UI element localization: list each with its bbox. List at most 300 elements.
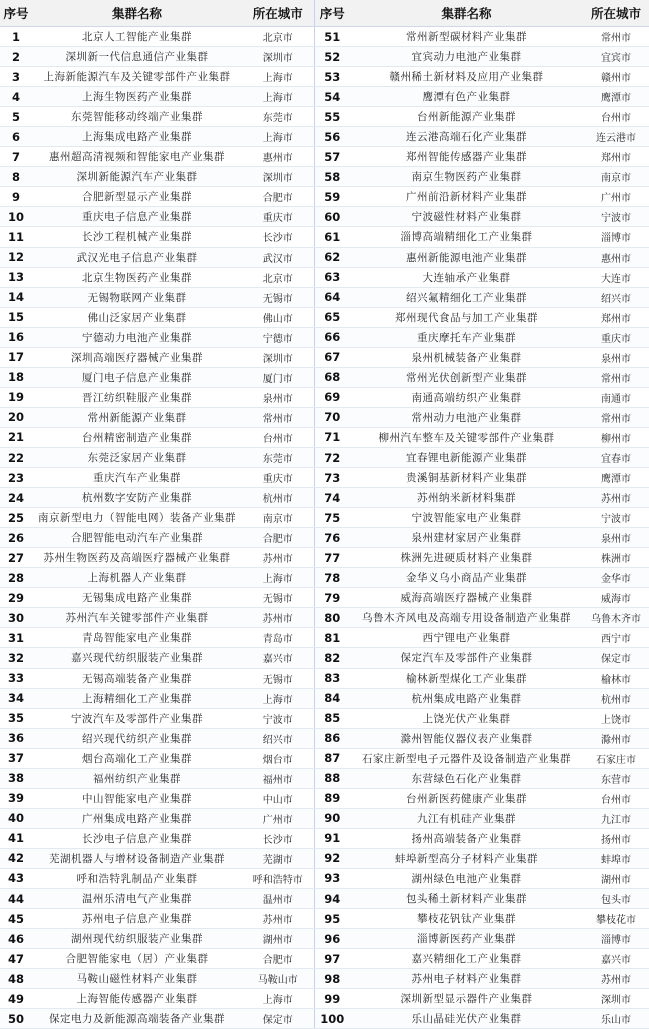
- cell-cluster-name: 重庆汽车产业集群: [32, 468, 242, 488]
- cell-city: 鹰潭市: [583, 87, 649, 107]
- cell-city: 深圳市: [242, 47, 314, 67]
- cell-no: 89: [314, 788, 350, 808]
- header-no-right: 序号: [314, 0, 350, 27]
- cell-no: 40: [0, 808, 32, 828]
- cell-cluster-name: 宁波智能家电产业集群: [350, 508, 583, 528]
- cell-no: 60: [314, 207, 350, 227]
- table-header-row: [0, 0, 649, 27]
- cell-city: 烟台市: [242, 748, 314, 768]
- cell-city: 大连市: [583, 267, 649, 287]
- cell-no: 99: [314, 989, 350, 1009]
- cell-cluster-name: 郑州智能传感器产业集群: [350, 147, 583, 167]
- cell-city: 乌鲁木齐市: [583, 608, 649, 628]
- cell-cluster-name: 北京生物医药产业集群: [32, 267, 242, 287]
- cell-city: 苏州市: [583, 969, 649, 989]
- cell-city: 惠州市: [583, 247, 649, 267]
- cell-city: 中山市: [242, 788, 314, 808]
- cell-cluster-name: 宁波磁性材料产业集群: [350, 207, 583, 227]
- cell-no: 92: [314, 848, 350, 868]
- cell-cluster-name: 无锡高端装备产业集群: [32, 668, 242, 688]
- cell-city: 杭州市: [242, 488, 314, 508]
- cell-no: 1: [0, 27, 32, 47]
- cell-city: 深圳市: [242, 167, 314, 187]
- cell-no: 25: [0, 508, 32, 528]
- cell-cluster-name: 深圳新型显示器件产业集群: [350, 989, 583, 1009]
- cell-no: 59: [314, 187, 350, 207]
- cell-city: 威海市: [583, 588, 649, 608]
- cell-cluster-name: 惠州新能源电池产业集群: [350, 247, 583, 267]
- cell-no: 26: [0, 528, 32, 548]
- cell-cluster-name: 苏州生物医药及高端医疗器械产业集群: [32, 548, 242, 568]
- cell-cluster-name: 东莞智能移动终端产业集群: [32, 107, 242, 127]
- cell-no: 14: [0, 287, 32, 307]
- cell-no: 76: [314, 528, 350, 548]
- cell-cluster-name: 南京生物医药产业集群: [350, 167, 583, 187]
- cell-city: 合肥市: [242, 528, 314, 548]
- cell-cluster-name: 保定汽车及零部件产业集群: [350, 648, 583, 668]
- cell-cluster-name: 威海高端医疗器械产业集群: [350, 588, 583, 608]
- cell-city: 宜宾市: [583, 47, 649, 67]
- cell-no: 75: [314, 508, 350, 528]
- table-row: [0, 307, 649, 327]
- header-name-left: 集群名称: [32, 0, 242, 27]
- cell-cluster-name: 保定电力及新能源高端装备产业集群: [32, 1009, 242, 1029]
- cell-no: 83: [314, 668, 350, 688]
- cell-city: 东莞市: [242, 107, 314, 127]
- cell-no: 35: [0, 708, 32, 728]
- cell-city: 合肥市: [242, 187, 314, 207]
- cell-city: 嘉兴市: [242, 648, 314, 668]
- cell-city: 保定市: [242, 1009, 314, 1029]
- cell-cluster-name: 合肥智能家电（居）产业集群: [32, 949, 242, 969]
- cell-cluster-name: 淄博高端精细化工产业集群: [350, 227, 583, 247]
- table-row: [0, 167, 649, 187]
- table-row: [0, 207, 649, 227]
- table-row: [0, 347, 649, 367]
- cell-cluster-name: 榆林新型煤化工产业集群: [350, 668, 583, 688]
- cell-cluster-name: 常州新型碳材料产业集群: [350, 27, 583, 47]
- cell-no: 96: [314, 929, 350, 949]
- cell-cluster-name: 湖州绿色电池产业集群: [350, 868, 583, 888]
- cell-city: 石家庄市: [583, 748, 649, 768]
- cell-no: 74: [314, 488, 350, 508]
- table-row: [0, 468, 649, 488]
- cell-no: 66: [314, 327, 350, 347]
- cell-cluster-name: 常州动力电池产业集群: [350, 407, 583, 427]
- cell-city: 深圳市: [583, 989, 649, 1009]
- cell-city: 绍兴市: [583, 287, 649, 307]
- table-row: [0, 688, 649, 708]
- cell-cluster-name: 上海集成电路产业集群: [32, 127, 242, 147]
- table-row: [0, 427, 649, 447]
- cell-cluster-name: 攀枝花钒钛产业集群: [350, 909, 583, 929]
- cell-cluster-name: 重庆摩托车产业集群: [350, 327, 583, 347]
- cell-city: 常州市: [242, 407, 314, 427]
- cell-city: 长沙市: [242, 227, 314, 247]
- cell-city: 无锡市: [242, 588, 314, 608]
- table-row: [0, 648, 649, 668]
- cell-city: 重庆市: [583, 327, 649, 347]
- cell-no: 15: [0, 307, 32, 327]
- cell-cluster-name: 南京新型电力（智能电网）装备产业集群: [32, 508, 242, 528]
- cell-city: 柳州市: [583, 427, 649, 447]
- table-row: [0, 949, 649, 969]
- cell-no: 38: [0, 768, 32, 788]
- table-row: [0, 608, 649, 628]
- cell-cluster-name: 马鞍山磁性材料产业集群: [32, 969, 242, 989]
- cell-cluster-name: 泉州建材家居产业集群: [350, 528, 583, 548]
- cell-city: 武汉市: [242, 247, 314, 267]
- table-row: [0, 989, 649, 1009]
- cell-no: 5: [0, 107, 32, 127]
- cell-no: 13: [0, 267, 32, 287]
- cell-city: 合肥市: [242, 949, 314, 969]
- cell-city: 乐山市: [583, 1009, 649, 1029]
- cell-city: 泉州市: [583, 528, 649, 548]
- cell-city: 宁波市: [583, 207, 649, 227]
- cell-no: 62: [314, 247, 350, 267]
- table-row: [0, 147, 649, 167]
- cell-city: 鹰潭市: [583, 468, 649, 488]
- cell-cluster-name: 重庆电子信息产业集群: [32, 207, 242, 227]
- cell-cluster-name: 宜宾动力电池产业集群: [350, 47, 583, 67]
- table-row: [0, 287, 649, 307]
- cell-no: 69: [314, 387, 350, 407]
- cell-no: 4: [0, 87, 32, 107]
- cell-cluster-name: 上海精细化工产业集群: [32, 688, 242, 708]
- cell-no: 45: [0, 909, 32, 929]
- header-name-right: 集群名称: [350, 0, 583, 27]
- cell-no: 65: [314, 307, 350, 327]
- cell-city: 惠州市: [242, 147, 314, 167]
- cell-city: 南通市: [583, 387, 649, 407]
- cell-no: 9: [0, 187, 32, 207]
- cell-no: 86: [314, 728, 350, 748]
- table-row: [0, 1009, 649, 1029]
- cell-no: 54: [314, 87, 350, 107]
- cell-no: 22: [0, 447, 32, 467]
- cell-cluster-name: 福州纺织产业集群: [32, 768, 242, 788]
- cell-no: 30: [0, 608, 32, 628]
- cell-city: 湖州市: [242, 929, 314, 949]
- cell-no: 84: [314, 688, 350, 708]
- cell-city: 杭州市: [583, 688, 649, 708]
- cell-cluster-name: 杭州集成电路产业集群: [350, 688, 583, 708]
- cell-no: 68: [314, 367, 350, 387]
- cell-cluster-name: 金华义乌小商品产业集群: [350, 568, 583, 588]
- cell-cluster-name: 绍兴氟精细化工产业集群: [350, 287, 583, 307]
- cell-cluster-name: 上海新能源汽车及关键零部件产业集群: [32, 67, 242, 87]
- cell-city: 广州市: [242, 808, 314, 828]
- cell-cluster-name: 常州新能源产业集群: [32, 407, 242, 427]
- cell-no: 20: [0, 407, 32, 427]
- table-row: [0, 27, 649, 47]
- cell-city: 苏州市: [242, 608, 314, 628]
- cell-no: 94: [314, 889, 350, 909]
- cell-city: 呼和浩特市: [242, 868, 314, 888]
- cell-cluster-name: 连云港高端石化产业集群: [350, 127, 583, 147]
- cell-city: 上海市: [242, 127, 314, 147]
- cell-cluster-name: 呼和浩特乳制品产业集群: [32, 868, 242, 888]
- cell-cluster-name: 深圳新一代信息通信产业集群: [32, 47, 242, 67]
- cell-no: 85: [314, 708, 350, 728]
- cell-no: 17: [0, 347, 32, 367]
- cell-cluster-name: 贵溪铜基新材料产业集群: [350, 468, 583, 488]
- cell-no: 8: [0, 167, 32, 187]
- table-row: [0, 47, 649, 67]
- cell-cluster-name: 合肥新型显示产业集群: [32, 187, 242, 207]
- cell-no: 58: [314, 167, 350, 187]
- cell-no: 29: [0, 588, 32, 608]
- cell-city: 包头市: [583, 889, 649, 909]
- cell-city: 苏州市: [583, 488, 649, 508]
- cell-cluster-name: 乐山晶硅光伏产业集群: [350, 1009, 583, 1029]
- cell-cluster-name: 大连轴承产业集群: [350, 267, 583, 287]
- cell-city: 宜春市: [583, 447, 649, 467]
- cell-cluster-name: 苏州电子信息产业集群: [32, 909, 242, 929]
- cell-city: 宁波市: [583, 508, 649, 528]
- cell-cluster-name: 中山智能家电产业集群: [32, 788, 242, 808]
- cell-city: 湖州市: [583, 868, 649, 888]
- table-row: [0, 407, 649, 427]
- table-row: [0, 187, 649, 207]
- cell-no: 24: [0, 488, 32, 508]
- header-city-left: 所在城市: [242, 0, 314, 27]
- cell-no: 16: [0, 327, 32, 347]
- cell-cluster-name: 芜湖机器人与增材设备制造产业集群: [32, 848, 242, 868]
- cell-cluster-name: 扬州高端装备产业集群: [350, 828, 583, 848]
- cell-city: 苏州市: [242, 548, 314, 568]
- cell-cluster-name: 烟台高端化工产业集群: [32, 748, 242, 768]
- cell-city: 攀枝花市: [583, 909, 649, 929]
- cell-no: 12: [0, 247, 32, 267]
- cell-no: 78: [314, 568, 350, 588]
- cell-city: 郑州市: [583, 147, 649, 167]
- cell-city: 重庆市: [242, 468, 314, 488]
- cell-city: 保定市: [583, 648, 649, 668]
- cell-city: 温州市: [242, 889, 314, 909]
- cell-no: 49: [0, 989, 32, 1009]
- cell-no: 97: [314, 949, 350, 969]
- cell-cluster-name: 深圳新能源汽车产业集群: [32, 167, 242, 187]
- table-row: [0, 267, 649, 287]
- table-row: [0, 548, 649, 568]
- cell-no: 70: [314, 407, 350, 427]
- cell-no: 88: [314, 768, 350, 788]
- table-row: [0, 828, 649, 848]
- table-body: [0, 27, 649, 1029]
- cell-no: 93: [314, 868, 350, 888]
- cell-no: 55: [314, 107, 350, 127]
- cell-cluster-name: 南通高端纺织产业集群: [350, 387, 583, 407]
- cell-no: 39: [0, 788, 32, 808]
- cell-cluster-name: 上海机器人产业集群: [32, 568, 242, 588]
- cell-city: 西宁市: [583, 628, 649, 648]
- cell-city: 东莞市: [242, 447, 314, 467]
- table-row: [0, 508, 649, 528]
- cell-cluster-name: 赣州稀土新材料及应用产业集群: [350, 67, 583, 87]
- cell-city: 上海市: [242, 568, 314, 588]
- table-row: [0, 768, 649, 788]
- cell-no: 48: [0, 969, 32, 989]
- cell-no: 61: [314, 227, 350, 247]
- table-row: [0, 528, 649, 548]
- header-city-right: 所在城市: [583, 0, 649, 27]
- cell-no: 67: [314, 347, 350, 367]
- cell-city: 北京市: [242, 267, 314, 287]
- cell-city: 无锡市: [242, 668, 314, 688]
- cell-no: 42: [0, 848, 32, 868]
- cell-no: 51: [314, 27, 350, 47]
- cell-no: 87: [314, 748, 350, 768]
- cell-no: 32: [0, 648, 32, 668]
- table-row: [0, 748, 649, 768]
- cell-cluster-name: 上饶光伏产业集群: [350, 708, 583, 728]
- cell-city: 榆林市: [583, 668, 649, 688]
- table-row: [0, 227, 649, 247]
- table-row: [0, 808, 649, 828]
- cell-cluster-name: 嘉兴精细化工产业集群: [350, 949, 583, 969]
- cell-no: 71: [314, 427, 350, 447]
- table-row: [0, 668, 649, 688]
- table-row: [0, 588, 649, 608]
- cell-city: 宁德市: [242, 327, 314, 347]
- cell-cluster-name: 惠州超高清视频和智能家电产业集群: [32, 147, 242, 167]
- cell-cluster-name: 长沙工程机械产业集群: [32, 227, 242, 247]
- table-row: [0, 127, 649, 147]
- cell-city: 上海市: [242, 688, 314, 708]
- cell-city: 绍兴市: [242, 728, 314, 748]
- cell-city: 北京市: [242, 27, 314, 47]
- cell-city: 佛山市: [242, 307, 314, 327]
- cell-no: 2: [0, 47, 32, 67]
- cell-cluster-name: 武汉光电子信息产业集群: [32, 247, 242, 267]
- cell-cluster-name: 无锡集成电路产业集群: [32, 588, 242, 608]
- cell-cluster-name: 台州新医药健康产业集群: [350, 788, 583, 808]
- cell-cluster-name: 台州精密制造产业集群: [32, 427, 242, 447]
- table-row: [0, 628, 649, 648]
- cell-city: 芜湖市: [242, 848, 314, 868]
- cell-city: 马鞍山市: [242, 969, 314, 989]
- cell-cluster-name: 常州光伏创新型产业集群: [350, 367, 583, 387]
- cell-city: 常州市: [583, 367, 649, 387]
- cell-city: 台州市: [242, 427, 314, 447]
- cell-no: 37: [0, 748, 32, 768]
- cell-cluster-name: 石家庄新型电子元器件及设备制造产业集群: [350, 748, 583, 768]
- cell-no: 64: [314, 287, 350, 307]
- cell-cluster-name: 青岛智能家电产业集群: [32, 628, 242, 648]
- cell-no: 90: [314, 808, 350, 828]
- cell-no: 73: [314, 468, 350, 488]
- cell-no: 43: [0, 868, 32, 888]
- cell-no: 95: [314, 909, 350, 929]
- cell-city: 郑州市: [583, 307, 649, 327]
- cell-cluster-name: 包头稀土新材料产业集群: [350, 889, 583, 909]
- cell-no: 27: [0, 548, 32, 568]
- cell-cluster-name: 乌鲁木齐风电及高端专用设备制造产业集群: [350, 608, 583, 628]
- cell-cluster-name: 广州集成电路产业集群: [32, 808, 242, 828]
- cell-city: 常州市: [583, 27, 649, 47]
- cell-city: 扬州市: [583, 828, 649, 848]
- cell-city: 淄博市: [583, 929, 649, 949]
- cell-city: 无锡市: [242, 287, 314, 307]
- cell-city: 深圳市: [242, 347, 314, 367]
- cell-cluster-name: 湖州现代纺织服装产业集群: [32, 929, 242, 949]
- cell-city: 常州市: [583, 407, 649, 427]
- cell-no: 6: [0, 127, 32, 147]
- cell-cluster-name: 苏州纳米新材料集群: [350, 488, 583, 508]
- cell-city: 九江市: [583, 808, 649, 828]
- cell-cluster-name: 滁州智能仪器仪表产业集群: [350, 728, 583, 748]
- table-row: [0, 728, 649, 748]
- cell-cluster-name: 绍兴现代纺织产业集群: [32, 728, 242, 748]
- cell-cluster-name: 宁德动力电池产业集群: [32, 327, 242, 347]
- cell-city: 泉州市: [583, 347, 649, 367]
- cell-no: 56: [314, 127, 350, 147]
- cell-city: 福州市: [242, 768, 314, 788]
- cell-cluster-name: 株洲先进硬质材料产业集群: [350, 548, 583, 568]
- cell-cluster-name: 淄博新医药产业集群: [350, 929, 583, 949]
- cell-city: 上饶市: [583, 708, 649, 728]
- table-row: [0, 247, 649, 267]
- cell-cluster-name: 无锡物联网产业集群: [32, 287, 242, 307]
- cell-no: 100: [314, 1009, 350, 1029]
- header-no-left: 序号: [0, 0, 32, 27]
- cell-cluster-name: 东莞泛家居产业集群: [32, 447, 242, 467]
- cell-cluster-name: 宁波汽车及零部件产业集群: [32, 708, 242, 728]
- cell-cluster-name: 佛山泛家居产业集群: [32, 307, 242, 327]
- cell-no: 53: [314, 67, 350, 87]
- cell-no: 10: [0, 207, 32, 227]
- cell-cluster-name: 杭州数字安防产业集群: [32, 488, 242, 508]
- table-row: [0, 909, 649, 929]
- cell-no: 34: [0, 688, 32, 708]
- cell-no: 36: [0, 728, 32, 748]
- cell-no: 3: [0, 67, 32, 87]
- table-row: [0, 87, 649, 107]
- table-row: [0, 387, 649, 407]
- cell-cluster-name: 深圳高端医疗器械产业集群: [32, 347, 242, 367]
- cell-city: 东营市: [583, 768, 649, 788]
- cell-city: 长沙市: [242, 828, 314, 848]
- cell-cluster-name: 上海生物医药产业集群: [32, 87, 242, 107]
- cell-cluster-name: 苏州汽车关键零部件产业集群: [32, 608, 242, 628]
- cell-no: 41: [0, 828, 32, 848]
- cell-city: 上海市: [242, 989, 314, 1009]
- cell-no: 80: [314, 608, 350, 628]
- cell-city: 苏州市: [242, 909, 314, 929]
- table-row: [0, 488, 649, 508]
- cell-city: 嘉兴市: [583, 949, 649, 969]
- cell-city: 泉州市: [242, 387, 314, 407]
- table-row: [0, 327, 649, 347]
- cell-cluster-name: 北京人工智能产业集群: [32, 27, 242, 47]
- cell-city: 赣州市: [583, 67, 649, 87]
- table-row: [0, 568, 649, 588]
- cell-no: 91: [314, 828, 350, 848]
- cell-no: 81: [314, 628, 350, 648]
- cell-cluster-name: 西宁锂电产业集群: [350, 628, 583, 648]
- cell-no: 50: [0, 1009, 32, 1029]
- cell-city: 南京市: [583, 167, 649, 187]
- cell-city: 厦门市: [242, 367, 314, 387]
- cell-no: 19: [0, 387, 32, 407]
- cell-cluster-name: 苏州电子材料产业集群: [350, 969, 583, 989]
- cell-no: 57: [314, 147, 350, 167]
- cell-city: 台州市: [583, 788, 649, 808]
- cell-no: 28: [0, 568, 32, 588]
- cell-cluster-name: 厦门电子信息产业集群: [32, 367, 242, 387]
